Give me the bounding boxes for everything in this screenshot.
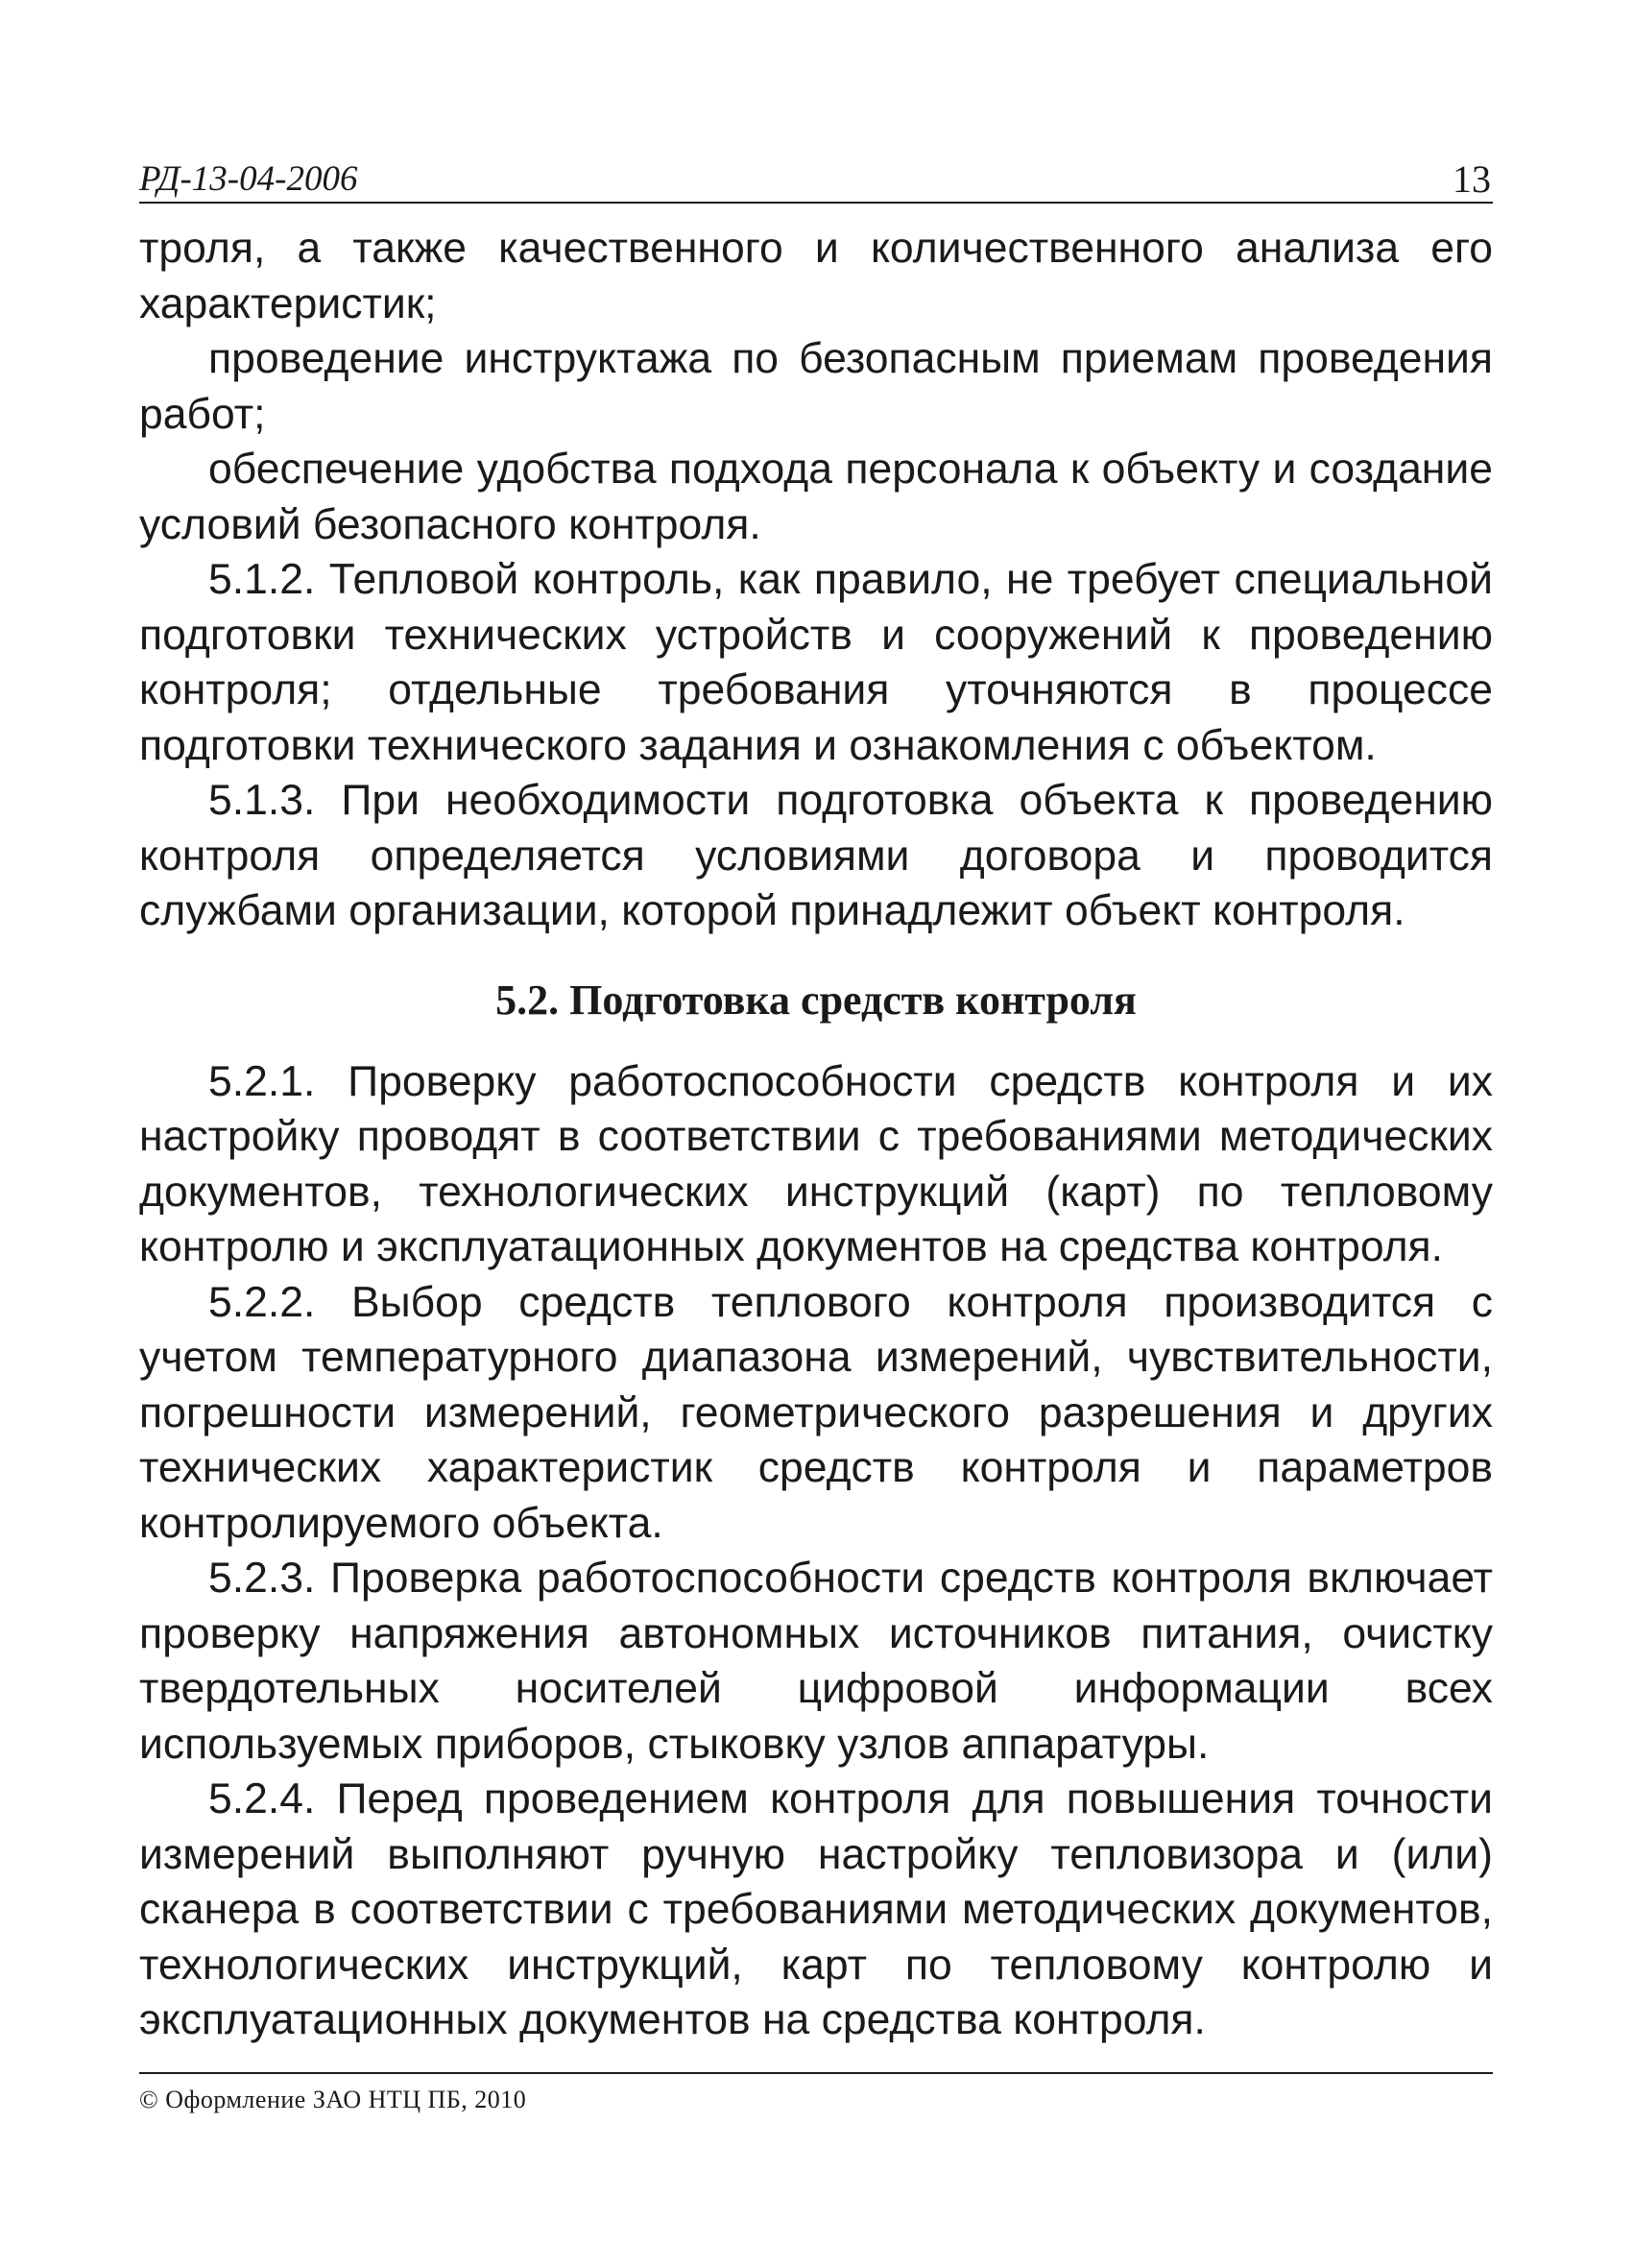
page-number: 13: [1453, 157, 1491, 201]
paragraph-5-2-1: 5.2.1. Проверку работоспособности средств контроля и их настройку проводят в соответствии с требованиями методических документов, технологических инструкций (карт) по тепловому контролю и эксплуатационных документов на средства контроля.: [139, 1057, 1493, 1270]
page-footer: [139, 2072, 1493, 2114]
paragraph-5-1-3: 5.1.3. При необходимости подготовка объекта к проведению контроля определяется условиями договора и проводится службами организации, которой принадлежит объект контроля.: [139, 777, 1493, 934]
page-body: [139, 221, 1493, 2048]
copyright-notice: © Оформление ЗАО НТЦ ПБ, 2010: [139, 2086, 527, 2113]
paragraph-5-2-4: 5.2.4. Перед проведением контроля для повышения точности измерений выполняют ручную настройку тепловизора и (или) сканера в соответствии с требованиями методических документов, технологических инструкций, карт по тепловому контролю и эксплуатационных документов на средства контроля.: [139, 1775, 1493, 2043]
running-head: [139, 154, 1493, 204]
paragraph-5-2-3: 5.2.3. Проверка работоспособности средств контроля включает проверку напряжения автономных источников питания, очистку твердотельных носителей цифровой информации всех используемых приборов, стыковку узлов аппаратуры.: [139, 1555, 1493, 1768]
paragraph-briefing: проведение инструктажа по безопасным приемам проведения работ;: [139, 335, 1493, 438]
paragraph-5-2-2: 5.2.2. Выбор средств теплового контроля производится с учетом температурного диапазона измерений, чувствительности, погрешности измерений, геометрического разрешения и других технических характеристик средств контроля и параметров контролируемого объекта.: [139, 1278, 1493, 1547]
paragraph-5-1-2: 5.1.2. Тепловой контроль, как правило, не требует специальной подготовки технических устройств и сооружений к проведению контроля; отдельные требования уточняются в процессе подготовки технического задания и ознакомления с объектом.: [139, 556, 1493, 769]
section-heading: 5.2. Подготовка средств контроля: [495, 976, 1137, 1024]
paragraph-continuation: троля, а также качественного и количественного анализа его характеристик;: [139, 225, 1493, 327]
document-code: РД-13-04-2006: [139, 159, 358, 199]
paragraph-access: обеспечение удобства подхода персонала к объекту и создание условий безопасного контроля.: [139, 446, 1493, 548]
